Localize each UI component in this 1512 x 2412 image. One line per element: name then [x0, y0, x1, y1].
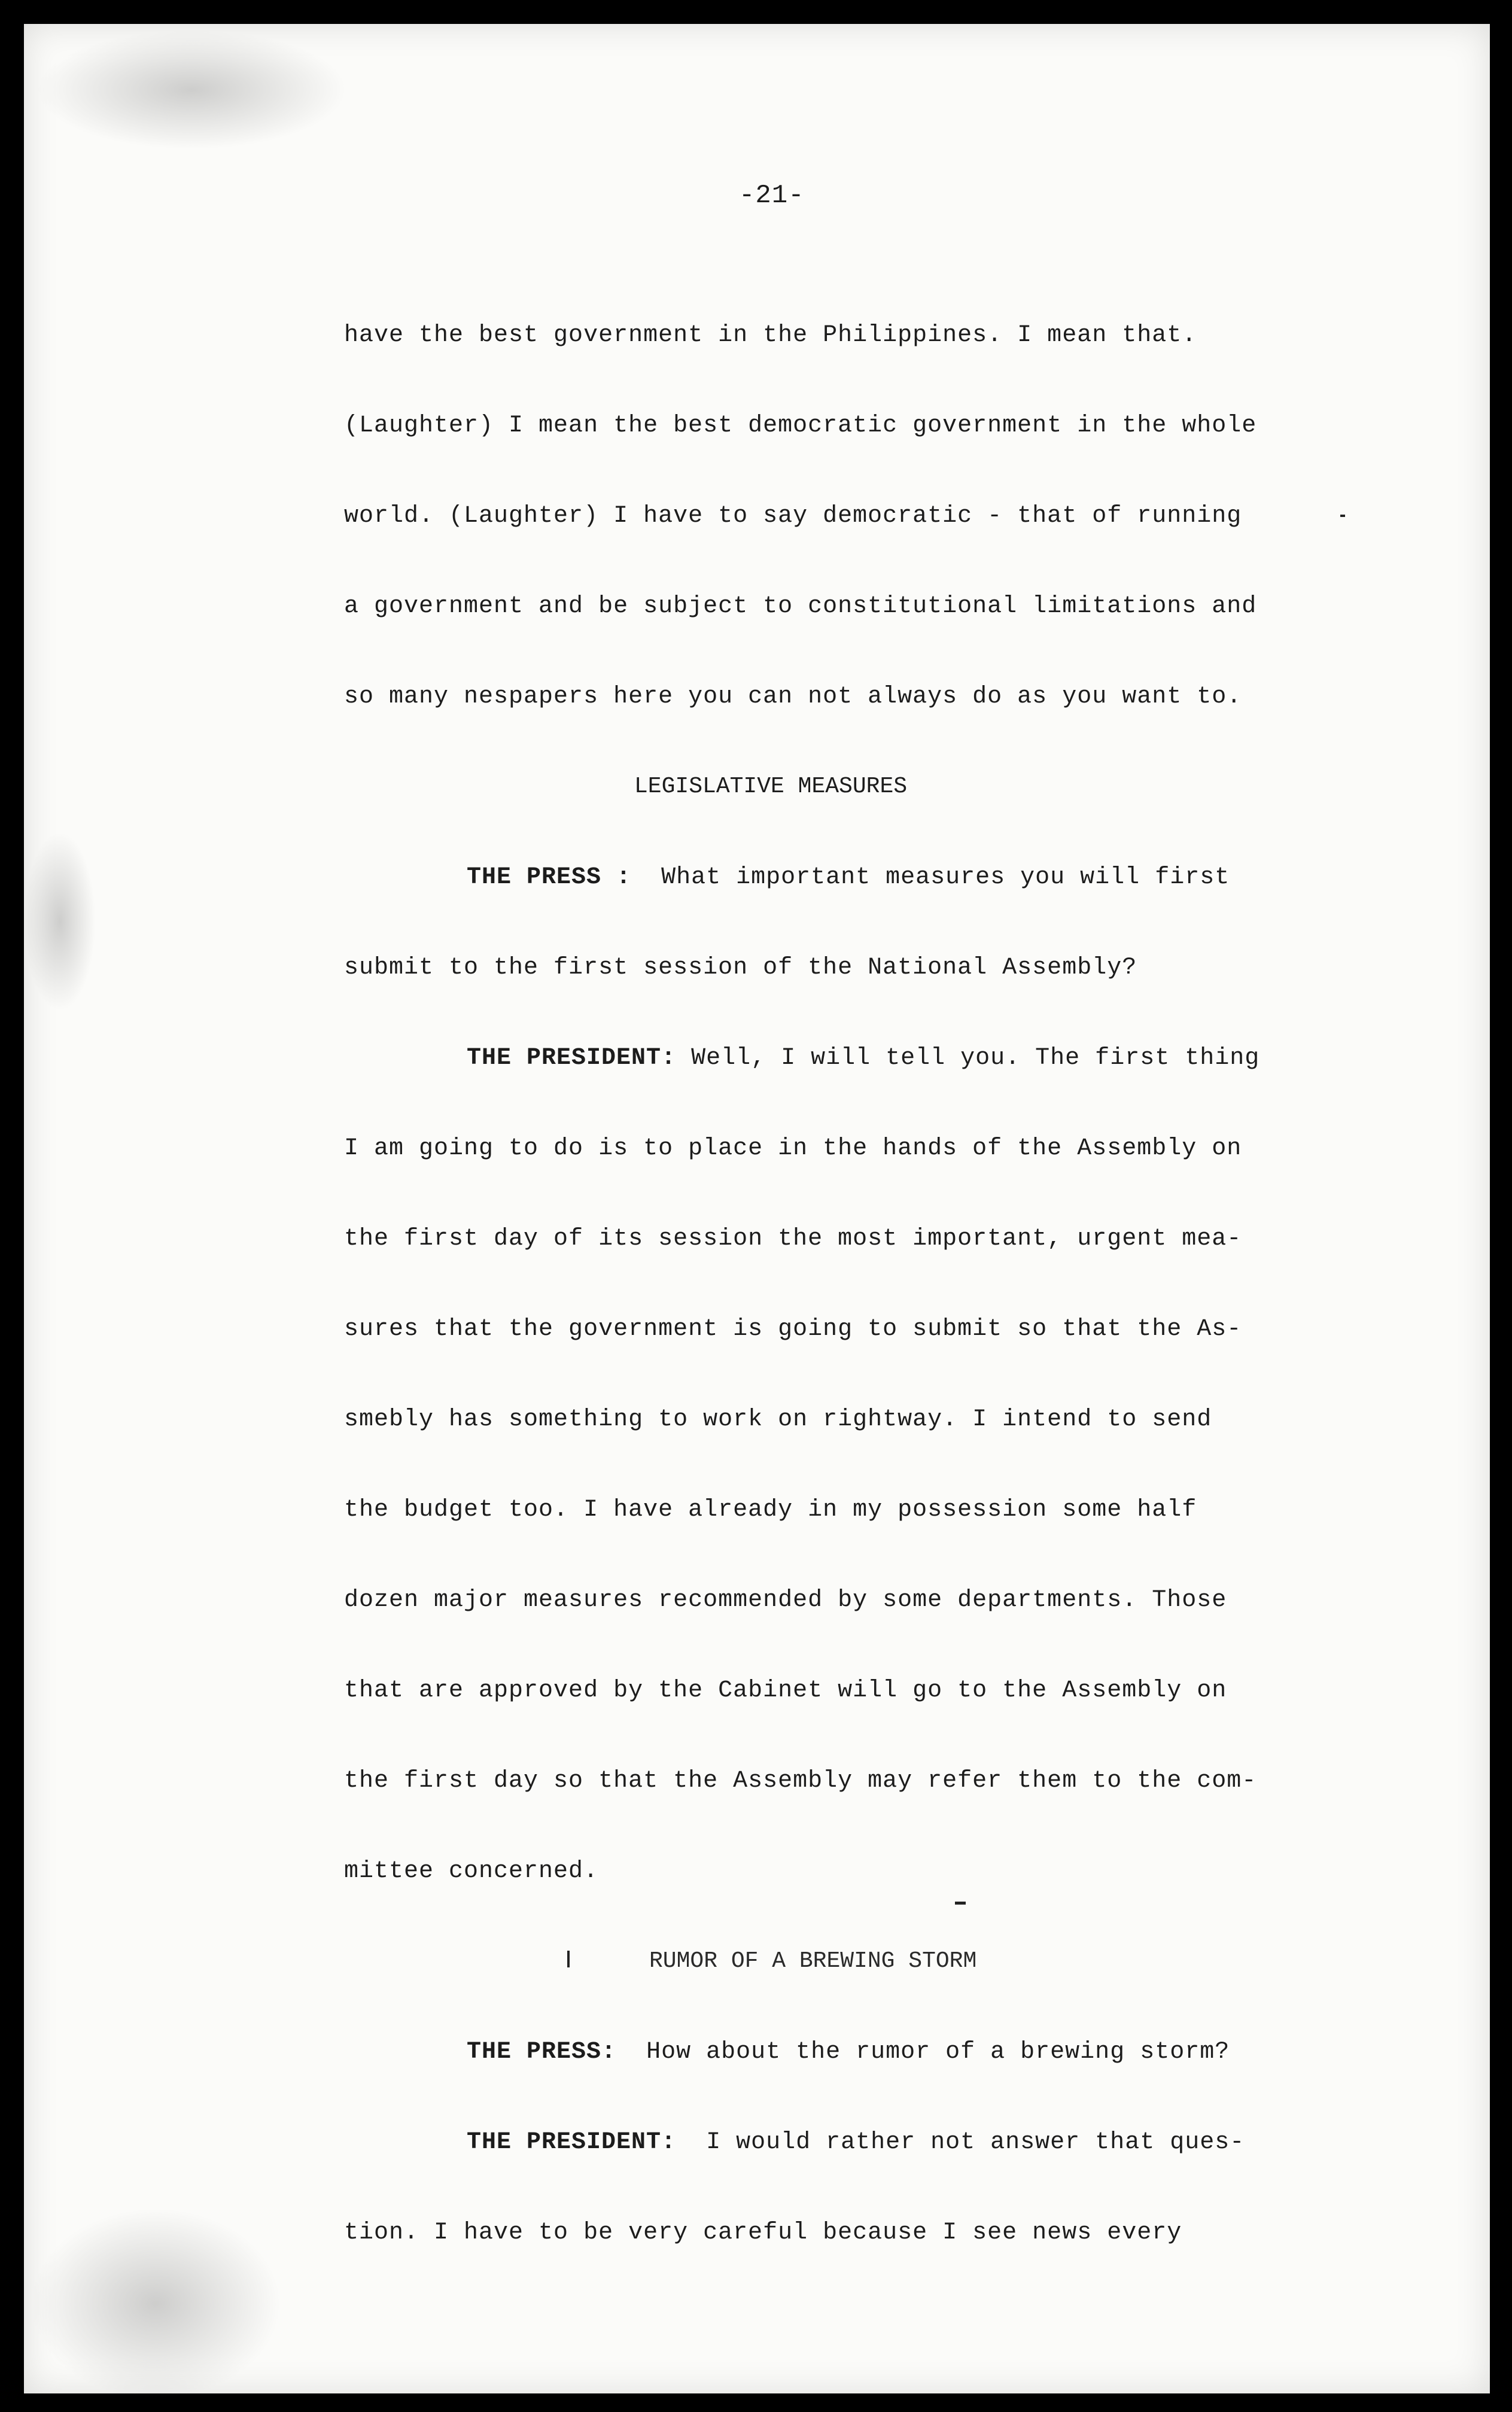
answer-text: Well, I will tell you. The first thing: [691, 1045, 1260, 1072]
ink-mark: [1340, 515, 1345, 517]
question-text: What important measures you will first: [661, 864, 1230, 891]
text-line: smebly has something to work on rightway. I intend to send: [344, 1406, 1212, 1433]
text-line: dozen major measures recommended by some departments. Those: [344, 1587, 1227, 1614]
president-answer: [467, 1045, 1260, 1072]
text-line: mittee concerned.: [344, 1858, 599, 1885]
page-number: -21-: [739, 181, 805, 211]
president-answer: [467, 2129, 1245, 2156]
text-line: have the best government in the Philippines. I mean that.: [344, 322, 1197, 349]
question-text: How about the rumor of a brewing storm?: [646, 2039, 1230, 2066]
text-line: submit to the first session of the National Assembly?: [344, 954, 1137, 981]
answer-text: I would rather not answer that ques-: [706, 2129, 1245, 2156]
scan-smudge: [30, 2208, 281, 2399]
speaker-label: THE PRESIDENT:: [467, 1045, 677, 1072]
scan-smudge: [36, 30, 347, 150]
scan-smudge: [24, 832, 96, 1011]
speaker-label: THE PRESIDENT:: [467, 2129, 677, 2156]
text-line: world. (Laughter) I have to say democratic - that of running: [344, 503, 1242, 530]
text-line: tion. I have to be very careful because I see news every: [344, 2219, 1182, 2246]
text-line: so many nespapers here you can not always do as you want to.: [344, 683, 1242, 710]
text-line: the budget too. I have already in my possession some half: [344, 1497, 1197, 1523]
text-line: the first day of its session the most important, urgent mea-: [344, 1225, 1242, 1252]
ink-mark: [955, 1902, 966, 1905]
text-line: a government and be subject to constitutional limitations and: [344, 593, 1257, 620]
text-line: sures that the government is going to submit so that the As-: [344, 1316, 1242, 1343]
press-question: [467, 2039, 1230, 2066]
speaker-label: THE PRESS:: [467, 2039, 617, 2066]
text-line: that are approved by the Cabinet will go to the Assembly on: [344, 1677, 1227, 1704]
speaker-label: THE PRESS :: [467, 864, 632, 891]
text-line: the first day so that the Assembly may refer them to the com-: [344, 1768, 1257, 1794]
ink-mark: [567, 1951, 570, 1967]
text-line: I am going to do is to place in the hands of the Assembly on: [344, 1135, 1242, 1162]
text-line: (Laughter) I mean the best democratic government in the whole: [344, 412, 1257, 439]
section-heading: RUMOR OF A BREWING STORM: [649, 1948, 977, 1974]
section-heading: LEGISLATIVE MEASURES: [634, 774, 908, 799]
press-question: [467, 864, 1230, 891]
document-page: [24, 24, 1490, 2393]
